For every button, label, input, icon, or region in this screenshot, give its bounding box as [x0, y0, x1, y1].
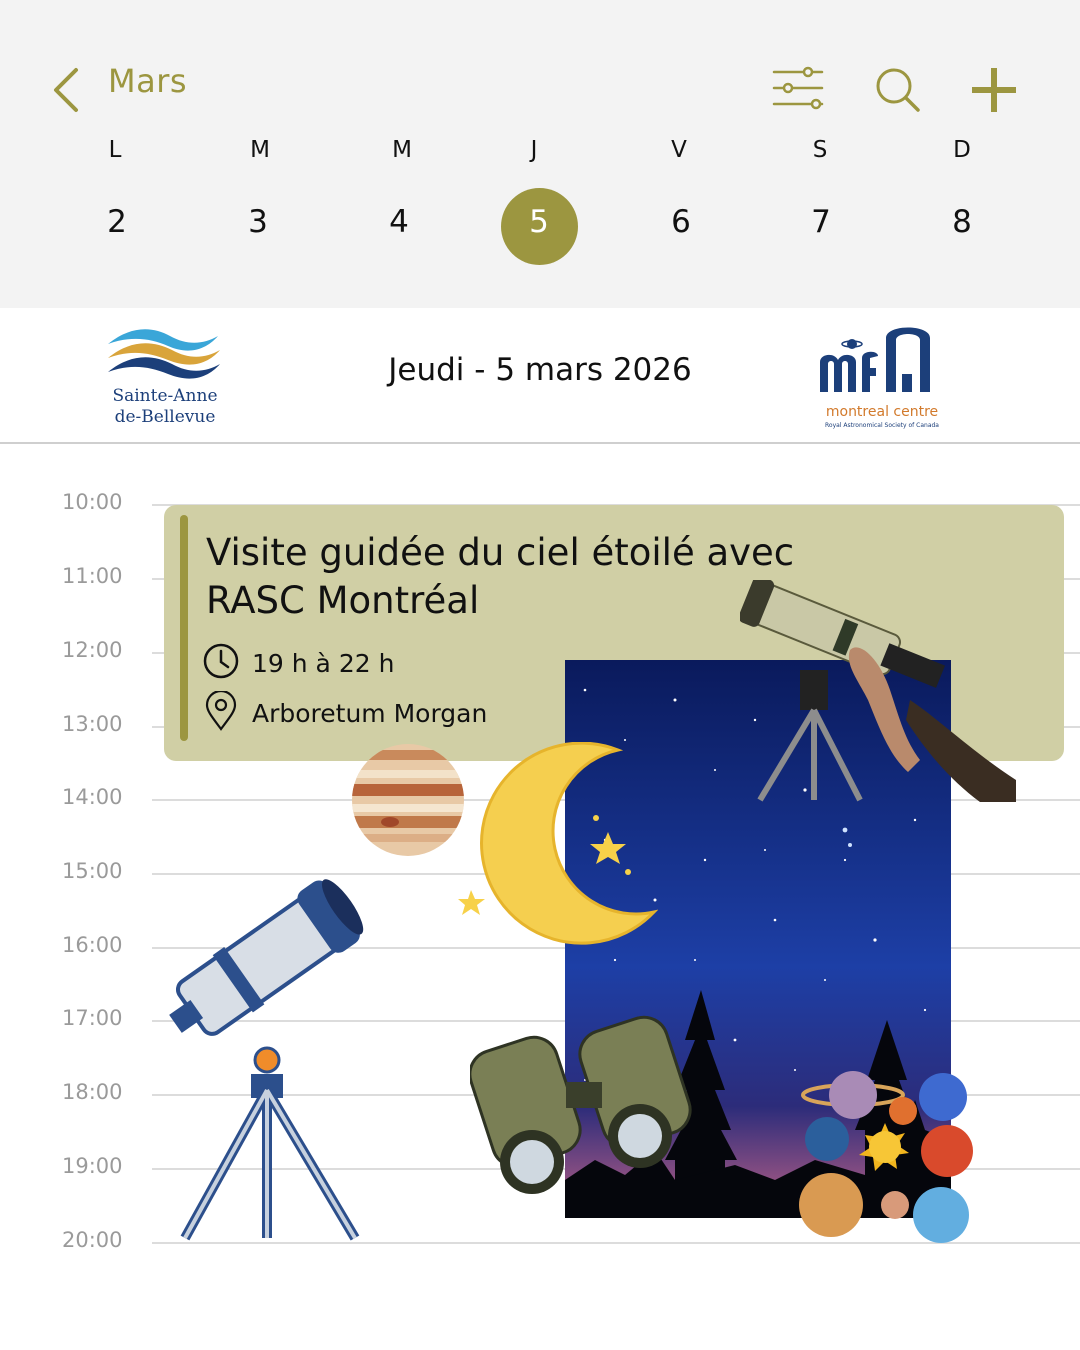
hour-label: 11:00 — [62, 564, 123, 588]
day-number[interactable]: 6 — [671, 204, 691, 240]
event-accent-bar — [180, 515, 188, 741]
hour-label: 20:00 — [62, 1228, 123, 1252]
day-number[interactable]: 8 — [952, 204, 972, 240]
telescope-photo — [740, 580, 1020, 806]
planets-illustration — [795, 1065, 977, 1249]
weekday-letter: S — [812, 137, 828, 163]
weekday-letter: L — [108, 137, 122, 163]
day-number[interactable]: 2 — [107, 204, 127, 240]
sainte-anne-de-bellevue-logo — [100, 322, 230, 434]
day-number[interactable]: 7 — [811, 204, 831, 240]
rasc-montreal-logo — [812, 318, 952, 436]
event-time: 19 h à 22 h — [252, 648, 395, 678]
binoculars-illustration — [470, 1012, 700, 1208]
sliders-icon[interactable] — [770, 62, 826, 118]
telescope-illustration — [155, 840, 370, 1249]
month-label[interactable]: Mars — [108, 62, 188, 100]
day-number[interactable]: 3 — [248, 204, 268, 240]
weekday-letter: D — [953, 137, 971, 163]
hour-label: 10:00 — [62, 490, 123, 514]
event-location: Arboretum Morgan — [252, 698, 488, 728]
chevron-left-icon[interactable] — [48, 64, 88, 114]
weekday-letter: J — [530, 137, 538, 163]
logo-rasc-name: montreal centre — [825, 404, 939, 420]
plus-icon[interactable] — [966, 62, 1022, 118]
event-title-line2: RASC Montréal — [206, 579, 480, 622]
day-number-selected[interactable]: 5 — [529, 204, 549, 240]
hour-label: 18:00 — [62, 1080, 123, 1104]
hour-label: 17:00 — [62, 1006, 123, 1030]
hour-label: 13:00 — [62, 712, 123, 736]
logo-text-line1: Sainte-Anne — [112, 386, 218, 406]
date-title: Jeudi - 5 mars 2026 — [388, 352, 692, 388]
hour-label: 14:00 — [62, 785, 123, 809]
hour-label: 19:00 — [62, 1154, 123, 1178]
weekday-letter: V — [671, 137, 687, 163]
weekday-letter: M — [250, 137, 270, 163]
search-icon[interactable] — [872, 62, 928, 118]
event-time-row — [202, 643, 394, 683]
hour-label: 12:00 — [62, 638, 123, 662]
weekday-letter: M — [392, 137, 412, 163]
logo-rasc-sub: Royal Astronomical Society of Canada — [825, 422, 939, 429]
logo-text-line2: de-Bellevue — [114, 407, 216, 427]
day-number[interactable]: 4 — [389, 204, 409, 240]
event-title-line1: Visite guidée du ciel étoilé avec — [206, 531, 795, 574]
event-location-row — [202, 693, 487, 733]
map-pin-icon — [202, 691, 240, 735]
crescent-moon-illustration — [458, 742, 658, 956]
clock-icon — [202, 642, 240, 684]
hour-label: 16:00 — [62, 933, 123, 957]
hour-label: 15:00 — [62, 859, 123, 883]
